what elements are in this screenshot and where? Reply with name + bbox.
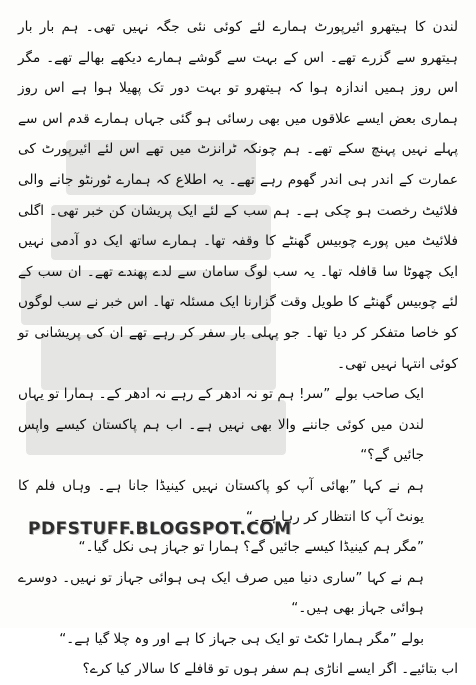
source-watermark-text: PDFSTUFF.BLOGSPOT.COM — [28, 519, 292, 539]
urdu-text-body — [18, 12, 458, 685]
paragraph-3: ہم نے کہا ”بھائی آپ کو پاکستان نہیں کینیڈا جانا ہے۔ وہاں فلم کا یونٹ آپ کا انتظار کر رہا ہے۔“ — [18, 477, 424, 525]
paragraph-1: لندن کا ہیتھرو ائیرپورٹ ہمارے لئے کوئی نئی جگہ نہیں تھی۔ ہم بار بار ہیتھرو سے گزرے تھے۔ اس کے بہت سے گوشے ہمارے دیکھے بھالے تھے۔ مگر اس روز ہمیں اندازہ ہوا کہ ہیتھرو تو بہت دور تک پھیلا ہوا ہے اس روز ہماری بعض ایسے علاقوں میں بھی رسائی ہو گئی جہاں ہمارے قدم اس سے پہلے نہیں پہنچ سکے تھے۔ ہم چونکہ ٹرانزٹ میں تھے اس لئے ائیرپورٹ کی عمارت کے اندر ہی اندر گھوم رہے تھے۔ یہ اطلاع کہ ہمارے ٹورنٹو جانے والی فلائیٹ رخصت ہو چکی ہے۔ ہم سب کے لئے ایک پریشان کن خبر تھی۔ اگلی فلائیٹ میں پورے چوبیس گھنٹے کا وقفہ تھا۔ ہمارے ساتھ ایک دو آدمی نہیں ایک چھوٹا سا قافلہ تھا۔ یہ سب لوگ سامان سے لدے پھندے تھے۔ ان سب کے لئے چوبیس گھنٹے کا طویل وقت گزارنا ایک مسئلہ تھا۔ اس خبر نے سب لوگوں کو خاصا متفکر کر دیا تھا۔ جو پہلی بار سفر کر رہے تھے ان کی پریشانی تو کوئی انتہا نہیں تھی۔ — [18, 19, 458, 372]
paragraph-2: ایک صاحب بولے ”سر! ہم تو نہ ادھر کے رہے نہ ادھر کے۔ ہمارا تو یہاں لندن میں کوئی جاننے والا بھی نہیں ہے۔ اب ہم پاکستان کیسے واپس جائیں گے؟“ — [18, 386, 424, 464]
paragraph-5: ہم نے کہا ”ساری دنیا میں صرف ایک ہی ہوائی جہاز تو نہیں۔ دوسرے ہوائی جہاز بھی ہیں۔“ — [18, 569, 424, 617]
paragraph-7: اب بتائیے۔ اگر ایسے اناڑی ہم سفر ہوں تو قافلے کا سالار کیا کرے؟ — [82, 661, 458, 678]
paragraph-4: ”مگر ہم کینیڈا کیسے جائیں گے؟ ہمارا تو جہاز ہی نکل گیا۔“ — [78, 539, 424, 556]
paragraph-6: بولے ”مگر ہمارا ٹکٹ تو ایک ہی جہاز کا ہے اور وہ چلا گیا ہے۔“ — [59, 630, 424, 647]
